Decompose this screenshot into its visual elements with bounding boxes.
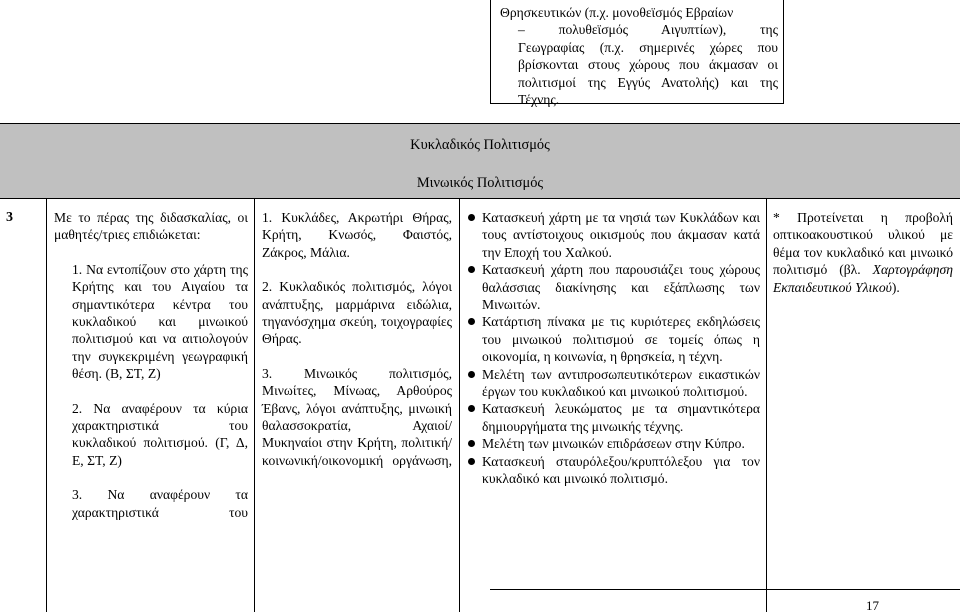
section-title-cycladic: Κυκλαδικός Πολιτισμός bbox=[410, 137, 550, 153]
note-reference: Χαρτογράφηση Εκπαιδευτικού Υλικού bbox=[773, 262, 953, 295]
footer-divider bbox=[490, 589, 960, 590]
continuation-line: Τέχνης. bbox=[518, 92, 560, 108]
note-suffix: ). bbox=[891, 279, 900, 295]
objective-item: 2. Να αναφέρουν τα κύρια χαρακτηριστικά του κυκλαδικού πολιτισμού. (Γ, Δ, Ε, ΣΤ, Ζ) bbox=[72, 400, 248, 468]
activity-item: Μελέτη των αντιπροσωπευτικότερων εικαστικών έργων του κυκλαδικού και μινωικού πολιτισμού. bbox=[466, 366, 760, 401]
column-divider bbox=[254, 199, 255, 612]
continuation-line: – πολυθεϊσμός Αιγυπτίων), της bbox=[518, 22, 778, 38]
continuation-line: Γεωγραφίας (π.χ. σημερινές χώρες που bbox=[518, 39, 778, 55]
activity-item: Κατασκευή χάρτη που παρουσιάζει τους χώρους θαλάσσιας διακίνησης και εξάπλωσης των Μινωιτών. bbox=[466, 261, 760, 313]
continuation-line: Θρησκευτικών (π.χ. μονοθεϊσμός Εβραίων bbox=[500, 5, 734, 20]
note-cell bbox=[773, 209, 953, 296]
content-cell bbox=[262, 209, 452, 469]
objective-item: 1. Να εντοπίζουν στο χάρτη της Κρήτης και του Αιγαίου τα σημαντικότερα κέντρα του κυκλαδικού και μινωικού πολιτισμού και να αιτιολογούν την συγκεκριμένη γεωγραφική θέση. (Β, ΣΤ, Ζ) bbox=[72, 261, 248, 382]
activities-cell bbox=[466, 209, 760, 488]
column-divider bbox=[459, 199, 460, 612]
activities-list bbox=[466, 209, 760, 488]
continuation-text bbox=[500, 4, 778, 108]
continuation-line: βρίσκονται στους χώρους που άκμασαν οι bbox=[518, 57, 778, 73]
activity-item: Κατασκευή λευκώματος με τα σημαντικότερα δημιουργήματα της μινωικής τέχνης. bbox=[466, 400, 760, 435]
objectives-intro: Με το πέρας της διδασκαλίας, οι μαθητές/τριες επιδιώκεται: bbox=[54, 210, 248, 243]
continuation-line: πολιτισμοί της Εγγύς Ανατολής) και της bbox=[518, 74, 778, 90]
section-title-minoan: Μινωικός Πολιτισμός bbox=[416, 175, 544, 191]
column-divider bbox=[46, 199, 47, 612]
objective-item: 3. Να αναφέρουν τα χαρακτηριστικά του bbox=[72, 487, 248, 520]
page-number: 17 bbox=[866, 598, 879, 613]
activity-item: Κατασκευή χάρτη με τα νησιά των Κυκλάδων και τους αντίστοιχους οικισμούς που άκμασαν κατά την Εποχή του Χαλκού. bbox=[466, 209, 760, 261]
content-item: 1. Κυκλάδες, Ακρωτήρι Θήρας, Κρήτη, Κνωσός, Φαιστός, Ζάκρος, Μάλια. bbox=[262, 210, 452, 260]
note-text: * Προτείνεται η προβολή οπτικοακουστικού υλικού με θέμα τον κυκλαδικό και μινωικό πολιτισμό (βλ. bbox=[773, 210, 953, 278]
activity-item: Κατάρτιση πίνακα με τις κυριότερες εκδηλώσεις του μινωικού πολιτισμού σε τομείς όπως η οικονομία, η κοινωνία, η θρησκεία, η τέχνη. bbox=[466, 313, 760, 365]
objectives-cell bbox=[54, 209, 248, 521]
content-item: 2. Κυκλαδικός πολιτισμός, λόγοι ανάπτυξης, μαρμάρινα ειδώλια, τηγανόσχημα σκεύη, τοιχογραφίες Θήρας. bbox=[262, 279, 452, 347]
row-number: 3 bbox=[6, 210, 13, 225]
activity-item: Μελέτη των μινωικών επιδράσεων στην Κύπρο. bbox=[466, 435, 760, 452]
column-divider bbox=[766, 199, 767, 612]
activity-item: Κατασκευή σταυρόλεξου/κρυπτόλεξου για τον κυκλαδικό και μινωικό πολιτισμό. bbox=[466, 453, 760, 488]
content-item: 3. Μινωικός πολιτισμός, Μινωίτες, Μίνωας, Αρθούρος Έβανς, λόγοι ανάπτυξης, μινωική θαλασσοκρατία, Αχαιοί/Μυκηναίοι στην Κρήτη, πολιτική/κοινωνική/οικονομική οργάνωση, bbox=[262, 365, 452, 468]
